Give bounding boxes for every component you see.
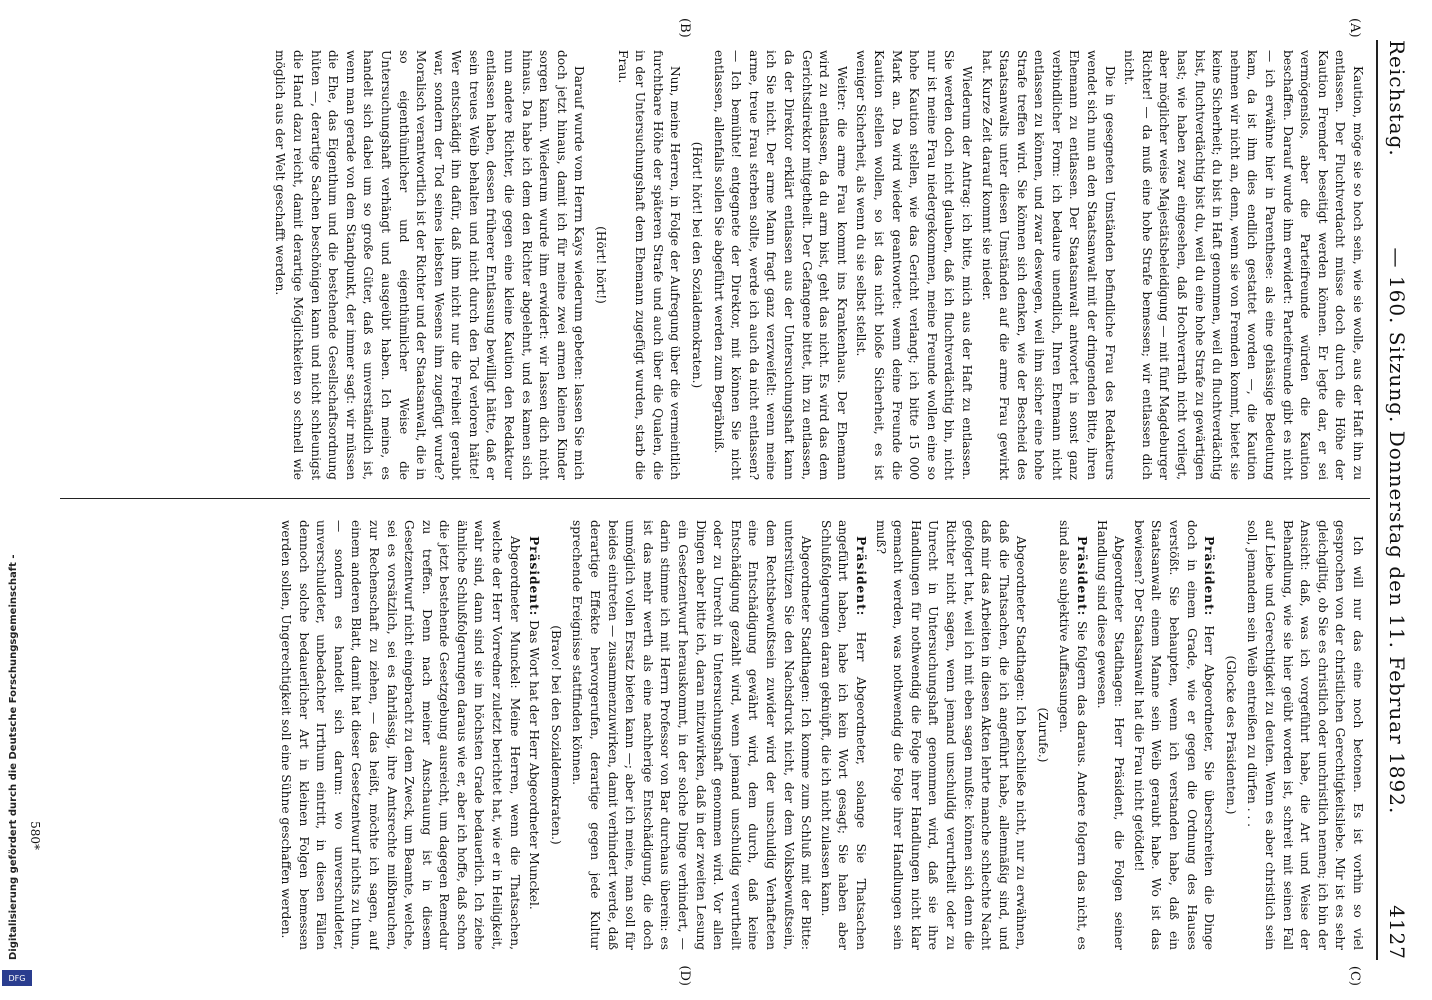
paragraph-text: Abgeordneter Stadthagen: Ich komme zum Schluß mit der Bitte: unterstützen Sie den Nachsdruck nicht, der dem Volksbewußtsein, dem Rechtsbewußtsein zuwider wird der unschuldig Verhafteten eine Entschädigung gewährt wird, dem durch, daß keine Entschädigung gezahlt wird, wenn jemand unschuldig verurtheilt oder zu Unrecht in Untersuchungshaft genommen wird. Vor allen Dingen aber bitte ich, daran mitzuwirken, daß in der zweiten Lesung ein Gesetzentwurf herauskommt, in der solche Dinge verhindert, — darin stimme ich mit Herrn Professor von Bar durchaus überein: es ist das mehr werth als eine nachherige Entschädigung, die doch unmöglich vollen Ersatz bieten kann —; aber ich meine, man soll für beides eintreten — zusammenzuwirken, damit verhindert werde, daß derartige Effekte hervorgerufen, derartige gegen jede Kultur sprechende Ereignisse stattfinden können. <box>570 520 814 950</box>
paragraph <box>709 50 850 480</box>
column-divider <box>60 498 1370 499</box>
margin-marker-b: (B) <box>677 18 692 38</box>
speaker-label: Präsident: <box>527 536 542 617</box>
sheet-reference: 580* <box>28 821 42 850</box>
stage-direction: (Zurufe.) <box>1035 707 1050 763</box>
paragraph-text: Darauf wurde vom Herrn Kays wiederum gebeten: lassen Sie mich doch jetzt hinaus, damit ich für meine zwei armen kleinen Kinder sorgen kann. Wiederum wurde ihm erwidert: wir lassen dich nicht hinaus. Da habe ich dem den Richter abgelehnt, und es kamen sich nun andere Richter, die gegen eine kleine Kaution den Redakteur entlassen haben, dessen früherer Entlassung bewilligt hätte, daß er sein treues Weib behalten und nicht durch den Tod verloren hätte! Wer entschädigt ihn dafür, daß ihm nicht nur die Freiheit geraubt war, sondern der Tod seines liebsten Wesens ihm zugefügt wurde? Moralisch verantwortlich ist der Richter und der Staatsanwalt, die in so eigenthümlicher und eigenthümlicher Weise die Untersuchungshaft verhängt und ausgeübt haben. Ich meine, es handelt sich dabei um so große Güter, daß es unverständlich ist, wenn man gerade von dem Standpunkt, der immer sagt: wir müssen die Ehe, das Eigenthum und die bestehende Gesellschaftsordnung hüten —, derartige Sachen beschönigen kann und nicht schleunigst die Hand dazu reicht, damit derartige Möglichkeiten so schnell wie möglich aus der Welt geschafft werden. <box>273 50 587 480</box>
paragraph <box>1120 50 1366 480</box>
paragraph <box>1092 520 1127 950</box>
paragraph-text: Abgeordneter Munckel: Meine Herren, wenn die Thatsachen, welche der Herr Vorredner zuletzt berichtet hat, wie er in Heiligkeit, wahr sind, dann sind sie im höchsten Grade bedauerlich. Ich ziehe ähnliche Schlußfolgerungen daraus wie er, aber ich hoffe, daß schon die jetzt bestehende Gesetzgebung ausreicht, um dagegen Remedur zu treffen. Denn nach meiner Anschauung ist in diesem Gesetzentwurf nicht eingebracht zu dem Zweck, um Beamte, welche, sei es vorsätzlich, sei es fahrlässig, ihre Amtsrechte mißbrauchen, zur Rechenschaft zu ziehen, — das heißt, möchte ich sagen, auf einem anderen Blatt, damit hat dieser Gesetzentwurf nichts zu thun, — sondern es handelt sich darum: wo unverschuldeter, unverschuldeter, unbedachter Irrthum eintritt, in diesen Fällen dennoch solche bedauerlicher Art in kleinen Folgen bemessen werden sollen, Ungerechtigkeit soll eine Sühne geschaffen werden. <box>278 520 522 950</box>
paragraph-text: Das Wort hat der Herr Abgeordneter Munckel. <box>527 620 542 910</box>
paragraph-text: Wiederum der Antrag: ich bitte, mich aus der Haft zu entlassen. Sie werden doch nicht glauben, daß ich fluchtverdächtig bin, nicht nur ist meine Frau niedergekommen, meine Freunde wollen eine so hohe Kaution stellen, wie das Gericht verlangt; ich bitte 15 000 Mark an. Da wird wieder geantwortet: wenn deine Freunde die Kaution stellen wollen, so ist das nicht bloße Sicherheit, es ist weniger Sicherheit, als wenn du sie selbst stellst. <box>854 50 974 480</box>
stage-direction: (Glocke des Präsidenten.) <box>1223 655 1238 815</box>
margin-marker-c: (C) <box>1347 965 1362 986</box>
paragraph <box>1129 520 1217 950</box>
left-column <box>60 50 1366 480</box>
paragraph-text: Kaution, möge sie so hoch sein, wie sie wolle, aus der Haft ihn zu entlassen. Der Fluchtverdacht müsse doch durch die Höhe der Kaution Fremder beseitigt werden können. Er legte dar, er sei vermögenslos, aber die Parteifreunde würden die Kaution beschaffen. Darauf wurde ihm erwidert: Parteifreunde gibt es nicht — ich erwähne hier in Parenthese: als eine gehässige Bedeutung kam, da ist ihm dies endlich gestattet worden —, die Kaution nehmen wir nicht an, denn, wenn sie von Fremden kommt, bietet sie keine Sicherheit; du bist in Haft genommen, weil du fluchtverdächtig bist, fluchtverdächtig bist du, weil du eine hohe Strafe zu gewärtigen hast; wie haben zwar eingesehen, daß Hochverrath nicht vorliegt, aber möglicher weise Majestätsbeleidigung — mit fünf Magdeburger Richter! — da muß eine hohe Strafe bemessen; wir entlassen dich nicht. <box>1122 50 1365 480</box>
paragraph-text: Die in gesegneten Umständen befindliche Frau des Redakteurs wendet sich nun an den Staatsanwalt mit der dringenden Bitte, ihren Ehemann zu entlassen. Der Staatsanwalt antwortet in sonst ganz verbindlicher Form: ich bedaure unendlich, Ihren Ehemann nicht entlassen zu können, und zwar deswegen, weil ihm sicher eine hohe Strafe treffen wird. Sie können sich denken, wie der Bescheid des Staatsanwalts unter diesen Umständen auf die arme Frau gewirkt hat. Kurze Zeit darauf kommt sie nieder. <box>979 50 1117 480</box>
paragraph <box>977 50 1118 480</box>
paragraph <box>568 520 814 950</box>
paragraph <box>276 520 522 950</box>
stage-direction: (Hört! hört! bei den Sozialdemokraten.) <box>690 141 705 389</box>
dfg-logo-text: DFG <box>8 973 26 983</box>
header-rule <box>1376 40 1378 960</box>
paragraph-text: Weiter: die arme Frau kommt ins Krankenhaus. Der Ehemann wird zu entlassen, da du arm bist, geht das nicht. Es wird das dem Gerichtsdirektor mitgetheilt. Der Gefangene bittet, ihn zu entlassen, da der Direktor erklärt entlassen aus der Untersuchungshaft kann ich Sie nicht. Der arme Mann fragt ganz verzweifelt: wenn meine arme, treue Frau sterben sollte, werde ich auch da nicht entlassen? — Ich bemühte! entgegnete der Direktor, mit können Sie nicht entlassen, allenfalls sollen Sie abgeführt werden zum Begräbniß. <box>711 50 849 480</box>
paragraph <box>816 520 869 950</box>
page-number: 4127 <box>1385 905 1409 960</box>
paragraph <box>1243 520 1366 950</box>
margin-marker-a: (A) <box>1347 18 1362 38</box>
paragraph <box>271 50 588 480</box>
paragraph-text: Ich will nur das eine noch betonen. Es ist vorhin so viel gesprochen von der christlichen Gerechtigkeitsliebe. Mir ist es sehr gleichgiltig, ob Sie es christlich oder unchristlich nennen; ich bin der Ansicht: daß, was ich vorgeführt habe, die Art und Weise der Behandlung, wie sie hier geübt worden ist, schreit mit seinen Fall auf Liebe und Gerechtigkeit zu deuten. Wenn es aber christlich sein soll, jemandem sein Weib entreißen zu dürfen . . . <box>1245 520 1365 950</box>
speaker-label: Präsident: <box>853 536 868 617</box>
paragraph <box>871 520 1029 950</box>
paragraph-text: Herr Abgeordneter, solange Sie Thatsachen angeführt haben, habe ich kein Wort gesagt; Sie haben aber Schlußfolgerungen daran geknüpft, die ich nicht zulassen kann. <box>818 520 868 950</box>
speaker-label: Präsident: <box>1202 536 1217 617</box>
stage-direction: (Bravo! bei den Sozialdemokraten.) <box>548 625 563 845</box>
paragraph-text: Sie folgern das daraus. Andere folgern das nicht, es sind also subjektive Auffassungen. <box>1057 520 1090 950</box>
running-header <box>1382 40 1412 960</box>
speaker-label: Präsident: <box>1075 536 1090 617</box>
header-left: Reichstag. <box>1385 40 1409 157</box>
paragraph-text: Abgeordneter Stadthagen: Ich beschließe nicht, nur zu erwähnen, daß die Thatsachen, die ich angeführt habe, allenmäßig sind, und daß mir das Arbeiten in diesen Akten lehrte manche schlechte Nacht gefolgert hat, weil ich mit eben sagen mußte: können sich denn die Richter nicht sagen, wenn jemand unschuldig verurtheilt oder zu Unrecht in Untersuchungshaft genommen wird, daß sie ihre Handlungen für nothwendig die Folge ihrer Handlungen nicht klar gemacht werden, was nothwendig die Folge ihrer Handlungen sein muß? <box>873 520 1029 950</box>
header-center: — 160. Sitzung. Donnerstag den 11. Februar 1892. <box>1385 247 1409 815</box>
paragraph <box>525 520 543 950</box>
paragraph-text: Herr Abgeordneter, Sie überschreiten die Dinge doch in einem Grade, wie er gegen die Ordnung des Hauses verstößt. Sie behaupten, wenn ich verstanden habe, daß ein Staatsanwalt einem Manne sein Weib geraubt habe. Wo ist das bewiesen? Der Staatsanwalt hat die Frau nicht getödtet! <box>1131 520 1217 950</box>
paragraph-text: Nun, meine Herren, in Folge der Aufregung über die vermeintlich furchtbare Höhe der späteren Strafe und auch über die Qualen, die in der Untersuchungshaft dem Ehemann zugefügt wurden, starb die Frau. <box>615 50 683 480</box>
right-column <box>60 520 1366 950</box>
paragraph <box>1055 520 1090 950</box>
paragraph <box>852 50 975 480</box>
credit-text: Digitalisierung gefördert durch die Deutsche Forschungsgemeinschaft - <box>8 554 19 960</box>
stage-direction: (Hört! hört!) <box>594 226 609 304</box>
paragraph-text: Abgeordneter Stadthagen: Herr Präsident, die Folgen seiner Handlung sind diese gewesen. <box>1094 520 1127 950</box>
margin-marker-d: (D) <box>677 965 692 986</box>
paragraph <box>613 50 683 480</box>
